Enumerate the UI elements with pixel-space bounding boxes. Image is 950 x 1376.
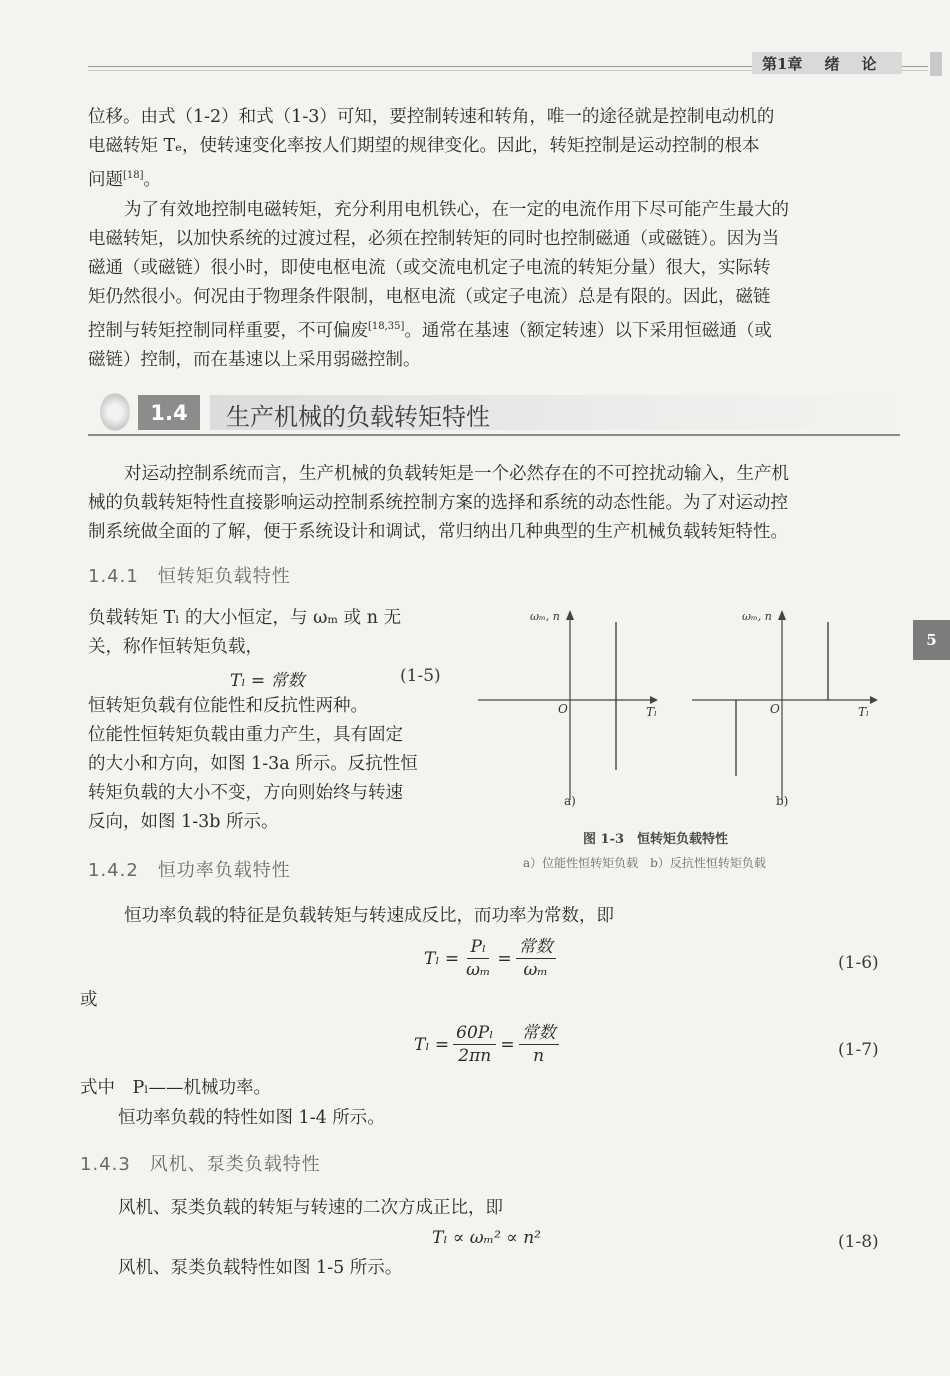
subsection-heading-1-4-2: 1.4.2 恒功率负载特性	[88, 860, 291, 881]
text-line: 械的负载转矩特性直接影响运动控制系统控制方案的选择和系统的动态性能。为了对运动控	[88, 493, 788, 513]
section-title: 生产机械的负载转矩特性	[226, 403, 490, 431]
equation-1-5: Tₗ = 常数	[230, 671, 305, 691]
page-number-tab: 5	[913, 620, 950, 660]
header-chapter: 第1章	[762, 54, 803, 73]
text-line: 磁通（或磁链）很小时，即使电枢电流（或交流电机定子电流的转矩分量）很大，实际转	[88, 258, 771, 278]
fraction: $\frac{\text{60Pₗ}}{2\pi n}$	[453, 1022, 496, 1067]
subsection-1-4-3-figref: 风机、泵类负载特性如图 1-5 所示。	[118, 1258, 403, 1278]
equation-1-8: Tₗ ∝ ωₘ² ∝ n²	[432, 1228, 541, 1248]
text-line: 位能性恒转矩负载由重力产生，具有固定	[88, 725, 403, 745]
text-line: 制系统做全面的了解，便于系统设计和调试，常归纳出几种典型的生产机械负载转矩特性。	[88, 522, 788, 542]
figure-1-3	[470, 600, 890, 820]
intro-paragraph-2	[88, 196, 900, 375]
subfigure-label-b: b)	[776, 794, 789, 808]
fraction: $\frac{\text{Pₗ}}{\text{ωₘ}}$	[466, 937, 491, 980]
subsection-heading-1-4-3: 1.4.3 风机、泵类负载特性	[80, 1154, 321, 1175]
intro-paragraph-1	[88, 103, 900, 195]
x-axis-label-b: Tₗ	[858, 705, 869, 719]
text-line: 的大小和方向，如图 1-3a 所示。反抗性恒	[88, 754, 418, 774]
text-line: 为了有效地控制电磁转矩，充分利用电机铁心，在一定的电流作用下尽可能产生最大的	[124, 200, 789, 220]
subsection-heading-1-4-1: 1.4.1 恒转矩负载特性	[88, 566, 291, 587]
gear-icon	[100, 393, 130, 431]
subsection-1-4-3-text: 风机、泵类负载的转矩与转速的二次方成正比，即	[118, 1198, 503, 1218]
subsection-1-4-2-text: 恒功率负载的特征是负载转矩与转速成反比，而功率为常数，即	[124, 906, 614, 926]
subsection-1-4-2-figref: 恒功率负载的特性如图 1-4 所示。	[118, 1108, 385, 1128]
text-line: 位移。由式（1-2）和式（1-3）可知，要控制转速和转角，唯一的途径就是控制电动机的	[88, 107, 775, 127]
text-line: 矩仍然很小。何况由于物理条件限制，电枢电流（或定子电流）总是有限的。因此，磁链	[88, 287, 771, 307]
y-axis-label-a: ωₘ, n	[530, 610, 560, 623]
equation-number-1-7: (1-7)	[838, 1040, 879, 1060]
subsection-1-4-1-text-cont	[88, 692, 468, 837]
subfigure-label-a: a)	[564, 794, 576, 808]
section-rule	[88, 434, 900, 436]
x-axis-label-a: Tₗ	[646, 705, 657, 719]
equation-1-7: Tₗ = $\frac{\text{60Pₗ}}{2\pi n}$ = $\frac{\text{常数}}{n}$	[414, 1022, 559, 1067]
text-line: 控制与转矩控制同样重要，不可偏废[18,35]。通常在基速（额定转速）以下采用恒磁通（或	[88, 320, 772, 341]
text-line: 反向，如图 1-3b 所示。	[88, 812, 279, 832]
origin-label-a: O	[558, 702, 568, 716]
header-edge-tab	[930, 52, 942, 76]
text-line: 关，称作恒转矩负载，	[88, 637, 263, 657]
subsection-1-4-1-text	[88, 604, 468, 662]
citation-ref: [18,35]	[368, 321, 405, 332]
citation-ref: [18]	[123, 170, 144, 181]
fraction: $\frac{\text{常数}}{n}$	[519, 1022, 559, 1067]
header-title-a: 绪	[824, 54, 840, 73]
section-number: 1.4	[138, 395, 200, 430]
text-line: 恒转矩负载有位能性和反抗性两种。	[88, 696, 368, 716]
equation-number-1-6: (1-6)	[838, 953, 879, 973]
text-line: 对运动控制系统而言，生产机械的负载转矩是一个必然存在的不可控扰动输入，生产机	[124, 464, 789, 484]
running-header	[752, 52, 902, 74]
text-line: 磁链）控制，而在基速以上采用弱磁控制。	[88, 349, 421, 370]
section-intro-paragraph	[88, 460, 900, 547]
equation-number-1-5: (1-5)	[400, 666, 441, 686]
text-line: 问题[18]。	[88, 169, 162, 190]
figure-1-3-subcaption: a）位能性恒转矩负载 b）反抗性恒转矩负载	[523, 856, 766, 870]
y-axis-label-b: ωₘ, n	[742, 610, 772, 623]
figure-1-3a-plot	[478, 610, 658, 808]
equation-number-1-8: (1-8)	[838, 1232, 879, 1252]
origin-label-b: O	[770, 702, 780, 716]
figure-1-3b-plot	[692, 610, 878, 808]
fraction: $\frac{\text{常数}}{\text{ωₘ}}$	[516, 936, 556, 981]
where-clause: 式中 Pₗ——机械功率。	[80, 1078, 272, 1098]
text-line: 电磁转矩 Tₑ，使转速变化率按人们期望的规律变化。因此，转矩控制是运动控制的根本	[88, 136, 760, 156]
text-line: 负载转矩 Tₗ 的大小恒定，与 ωₘ 或 n 无	[88, 608, 402, 628]
equation-1-6: Tₗ = $\frac{\text{Pₗ}}{\text{ωₘ}}$ = $\frac{\text{常数}}{\text{ωₘ}}$	[424, 936, 556, 981]
text-line: 转矩负载的大小不变，方向则始终与转速	[88, 783, 403, 803]
header-title-b: 论	[861, 54, 877, 73]
text-line: 电磁转矩，以加快系统的过渡过程，必须在控制转矩的同时也控制磁通（或磁链）。因为当	[88, 229, 780, 249]
figure-1-3-caption: 图 1-3 恒转矩负载特性	[583, 832, 729, 847]
or-word: 或	[80, 990, 98, 1010]
